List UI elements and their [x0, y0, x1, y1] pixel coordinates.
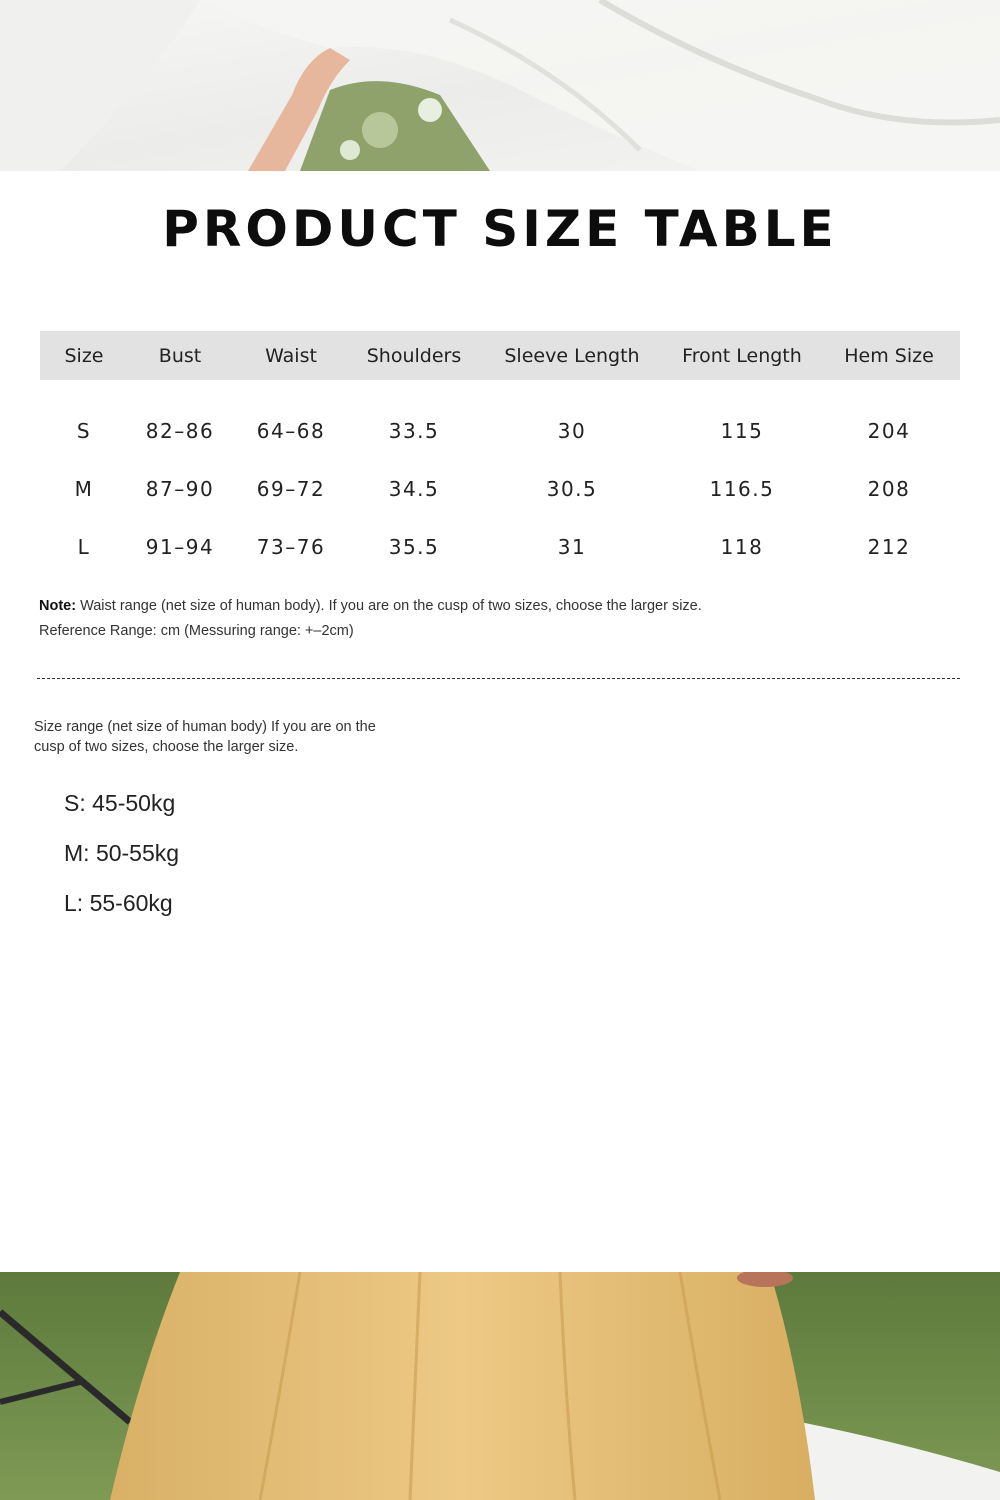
cell-hem-size: 208: [867, 477, 911, 501]
cell-shoulders: 33.5: [388, 419, 440, 443]
dashed-divider: [37, 678, 960, 679]
cell-sleeve-length: 30: [557, 419, 587, 443]
cell-hem-size: 212: [867, 535, 911, 559]
header-size: Size: [40, 331, 128, 380]
cell-shoulders: 35.5: [388, 535, 440, 559]
size-note: [39, 594, 702, 644]
table-row: [40, 460, 960, 518]
top-photo: [0, 0, 1000, 171]
weight-list: [64, 785, 179, 935]
weight-item-m: M: 50-55kg: [64, 840, 180, 866]
table-row: [40, 518, 960, 576]
note-label: Note:: [39, 598, 77, 614]
header-bust: Bust: [128, 331, 232, 380]
size-table: [40, 331, 960, 576]
cell-waist: 73–76: [256, 535, 326, 559]
cell-shoulders: 34.5: [388, 477, 440, 501]
weight-item-s: S: 45-50kg: [64, 790, 176, 816]
cell-size: M: [74, 477, 94, 501]
cell-size: S: [76, 419, 92, 443]
bottom-photo: [0, 1272, 1000, 1500]
cell-bust: 91–94: [145, 535, 215, 559]
reference-range: Reference Range: cm (Messuring range: +–2cm): [39, 623, 354, 639]
weight-item-l: L: 55-60kg: [64, 890, 173, 916]
header-waist: Waist: [232, 331, 350, 380]
header-front-length: Front Length: [666, 331, 818, 380]
cell-hem-size: 204: [867, 419, 911, 443]
cell-front-length: 118: [720, 535, 764, 559]
table-header-row: [40, 331, 960, 380]
header-hem-size: Hem Size: [818, 331, 960, 380]
cell-bust: 82–86: [145, 419, 215, 443]
cell-waist: 64–68: [256, 419, 326, 443]
cell-front-length: 115: [720, 419, 764, 443]
table-spacer: [40, 380, 960, 402]
size-range-description: Size range (net size of human body) If you are on the cusp of two sizes, choose the larger size.: [34, 719, 376, 755]
header-sleeve-length: Sleeve Length: [478, 331, 666, 380]
cell-bust: 87–90: [145, 477, 215, 501]
note-text: Waist range (net size of human body). If you are on the cusp of two sizes, choose the larger size.: [76, 598, 702, 614]
cell-front-length: 116.5: [709, 477, 775, 501]
note-line: [39, 594, 702, 619]
cell-sleeve-length: 30.5: [546, 477, 598, 501]
header-shoulders: Shoulders: [350, 331, 478, 380]
table-row: [40, 402, 960, 460]
cell-waist: 69–72: [256, 477, 326, 501]
cell-size: L: [77, 535, 91, 559]
cell-sleeve-length: 31: [557, 535, 587, 559]
page-title: PRODUCT SIZE TABLE: [162, 200, 838, 258]
